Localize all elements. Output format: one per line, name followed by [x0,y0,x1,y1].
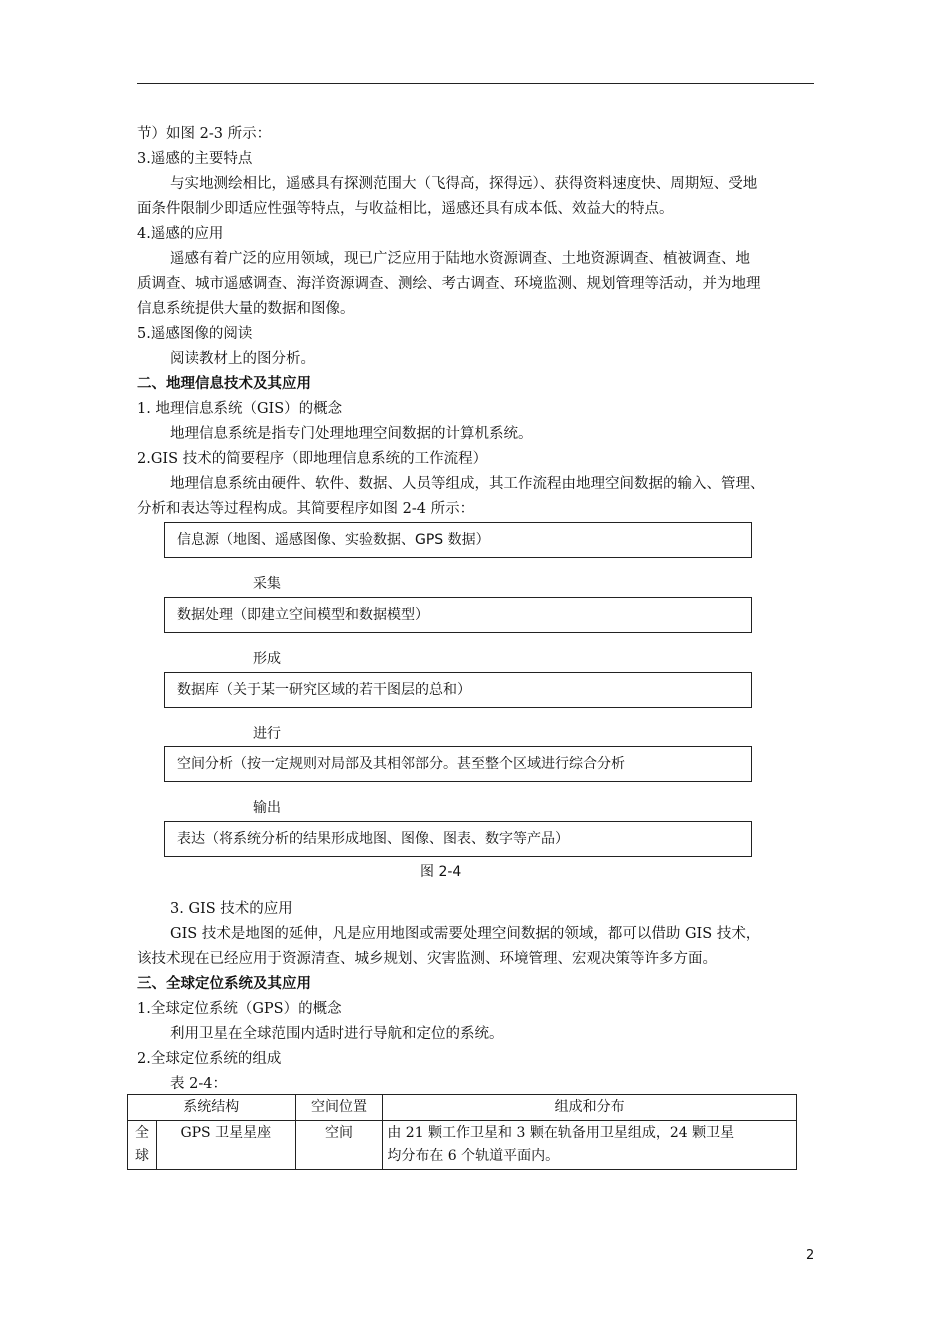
page-number: 2 [806,1248,815,1263]
row-name-cell: GPS 卫星星座 [156,1121,295,1170]
section-heading: 3. GIS 技术的应用 [170,901,293,917]
flow-box-data-processing: 数据处理（即建立空间模型和数据模型） [164,597,752,633]
paragraph-line: 地理信息系统是指专门处理地理空间数据的计算机系统。 [170,426,533,442]
header-composition: 组成和分布 [383,1095,797,1121]
table-row [128,1121,797,1170]
chapter-heading: 二、地理信息技术及其应用 [137,375,311,392]
paragraph-line: 信息系统提供大量的数据和图像。 [137,301,355,317]
paragraph-line: 遥感有着广泛的应用领域，现已广泛应用于陆地水资源调查、土地资源调查、植被调查、地 [170,251,750,267]
section-heading: 2.GIS 技术的简要程序（即地理信息系统的工作流程） [137,451,488,467]
paragraph-line: 该技术现在已经应用于资源清查、城乡规划、灾害监测、环境管理、宏观决策等许多方面。 [137,951,717,967]
composition-line: 由 21 颗工作卫星和 3 颗在轨备用卫星组成，24 颗卫星 [387,1125,735,1141]
header-rule [137,83,814,84]
flow-box-spatial-analysis: 空间分析（按一定规则对局部及其相邻部分。甚至整个区域进行综合分析 [164,746,752,782]
paragraph-line: GIS 技术是地图的延伸，凡是应用地图或需要处理空间数据的领域，都可以借助 GIS 技术， [170,926,761,942]
row-composition-cell [383,1121,797,1170]
gps-composition-table [127,1094,797,1170]
section-heading: 1.全球定位系统（GPS）的概念 [137,1001,342,1017]
table-header-row [128,1095,797,1121]
flow-label-collect: 采集 [253,576,281,592]
row-position-cell: 空间 [295,1121,383,1170]
flow-box-info-source: 信息源（地图、遥感图像、实验数据、GPS 数据） [164,522,752,558]
paragraph-line: 阅读教材上的图分析。 [170,351,315,367]
section-heading: 3.遥感的主要特点 [137,151,253,167]
paragraph-line: 与实地测绘相比，遥感具有探测范围大（飞得高，探得远）、获得资料速度快、周期短、受地 [170,176,758,192]
paragraph-line: 节）如图 2-3 所示： [137,126,272,142]
chapter-heading: 三、全球定位系统及其应用 [137,975,311,992]
paragraph-line: 利用卫星在全球范围内适时进行导航和定位的系统。 [170,1026,504,1042]
section-heading: 5.遥感图像的阅读 [137,326,253,342]
row-group-cell: 全球 [128,1121,157,1170]
composition-line: 均分布在 6 个轨道平面内。 [387,1148,560,1164]
paragraph-line: 分析和表达等过程构成。其简要程序如图 2-4 所示： [137,501,475,517]
flow-box-expression: 表达（将系统分析的结果形成地图、图像、图表、数字等产品） [164,821,752,857]
figure-caption: 图 2-4 [420,864,462,880]
paragraph-line: 地理信息系统由硬件、软件、数据、人员等组成，其工作流程由地理空间数据的输入、管理、 [170,476,765,492]
flow-label-output: 输出 [253,800,281,816]
section-heading: 4.遥感的应用 [137,226,224,242]
section-heading: 2.全球定位系统的组成 [137,1051,282,1067]
section-heading: 1. 地理信息系统（GIS）的概念 [137,401,343,417]
flow-label-form: 形成 [253,651,281,667]
header-system-structure: 系统结构 [128,1095,296,1121]
table-caption: 表 2-4： [170,1076,227,1092]
flow-box-database: 数据库（关于某一研究区域的若干图层的总和） [164,672,752,708]
header-spatial-position: 空间位置 [295,1095,383,1121]
paragraph-line: 面条件限制少即适应性强等特点，与收益相比，遥感还具有成本低、效益大的特点。 [137,201,674,217]
paragraph-line: 质调查、城市遥感调查、海洋资源调查、测绘、考古调查、环境监测、规划管理等活动，并为地理 [137,276,761,292]
flow-label-perform: 进行 [253,726,281,742]
